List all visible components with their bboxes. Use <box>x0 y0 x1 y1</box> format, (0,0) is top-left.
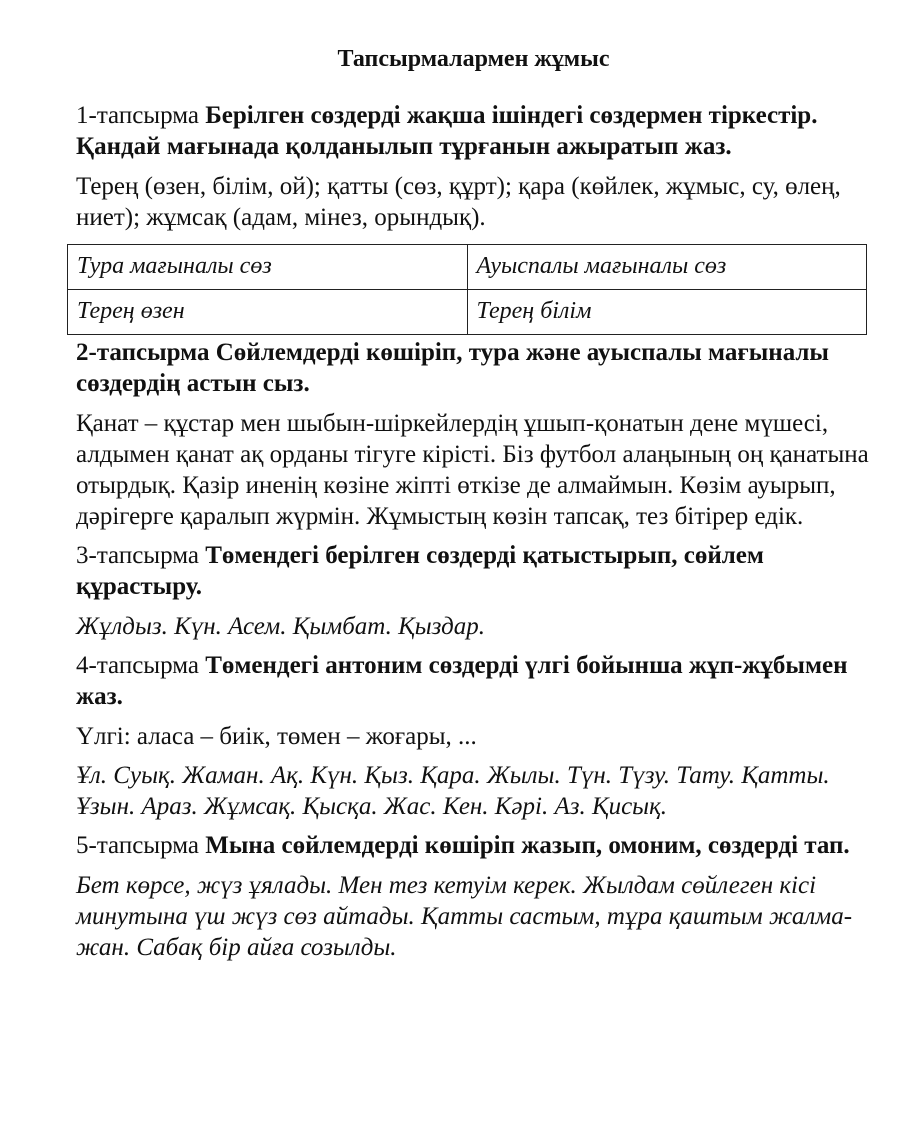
task4-text: Ұл. Суық. Жаман. Ақ. Күн. Қыз. Қара. Жылы. Түн. Түзу. Тату. Қатты. Ұзын. Араз. Жұмсақ. Қысқа. Жас. Кен. Кәрі. Аз. Қисық. <box>76 762 830 820</box>
task1-label: 1-тапсырма <box>76 102 206 129</box>
task5-text: Бет көрсе, жүз ұялады. Мен тез кетуім керек. Жылдам сөйлеген кісі минутына үш жүз сөз айтады. Қатты састым, тұра қаштым жалма-жан. Сабақ бір айға созылды. <box>76 872 853 961</box>
task5-instruction: Мына сөйлемдерді көшіріп жазып, омоним, сөздерді тап. <box>205 832 850 859</box>
task5-label: 5-тапсырма <box>76 832 206 859</box>
task3-text: Жұлдыз. Күн. Асем. Қымбат. Қыздар. <box>76 613 485 640</box>
task2-label: 2-тапсырма <box>76 339 216 366</box>
table-header-cell: Тура мағыналы сөз <box>68 245 468 290</box>
task4-example: Үлгі: аласа – биік, төмен – жоғары, ... <box>76 723 477 750</box>
task4-label: 4-тапсырма <box>76 652 206 679</box>
task1-text: Терең (өзен, білім, ой); қатты (сөз, құрт); қара (көйлек, жұмыс, су, өлең, ниет); жұмсақ (адам, мінез, орындық). <box>76 173 841 231</box>
task5-heading <box>76 830 871 861</box>
task2-instruction: Сөйлемдерді көшіріп, тура және ауыспалы мағыналы сөздердің астын сыз. <box>76 339 829 397</box>
task3-label: 3-тапсырма <box>76 542 206 569</box>
page-title: Тапсырмалармен жұмыс <box>337 46 610 72</box>
table-row <box>68 290 867 335</box>
task1-heading <box>76 100 871 162</box>
meaning-table <box>67 244 867 335</box>
table-header-row <box>68 245 867 290</box>
table-cell: Терең білім <box>467 290 867 335</box>
table-cell: Терең өзен <box>68 290 468 335</box>
task1-instruction: Берілген сөздерді жақша ішіндегі сөздермен тіркестір. Қандай мағынада қолданылып тұрғанын ажыратып жаз. <box>76 102 818 160</box>
task3-instruction: Төмендегі берілген сөздерді қатыстырып, сөйлем құрастыру. <box>76 542 764 600</box>
task4-instruction: Төмендегі антоним сөздерді үлгі бойынша жұп-жұбымен жаз. <box>76 652 848 710</box>
task2-heading <box>76 337 871 399</box>
task3-heading <box>76 540 871 602</box>
task2-text: Қанат – құстар мен шыбын-шіркейлердің ұшып-қонатын дене мүшесі, алдымен қанат ақ орданы тігуге кірісті. Біз футбол алаңының оң қанатына отырдық. Қазір иненің көзіне жіпті өткізе де алмаймын. Көзім ауырып, дәрігерге қаралып жүрмін. Жұмыстың көзін тапсақ, тез бітірер едік. <box>76 410 869 530</box>
table-header-cell: Ауыспалы мағыналы сөз <box>467 245 867 290</box>
task4-heading <box>76 650 871 712</box>
